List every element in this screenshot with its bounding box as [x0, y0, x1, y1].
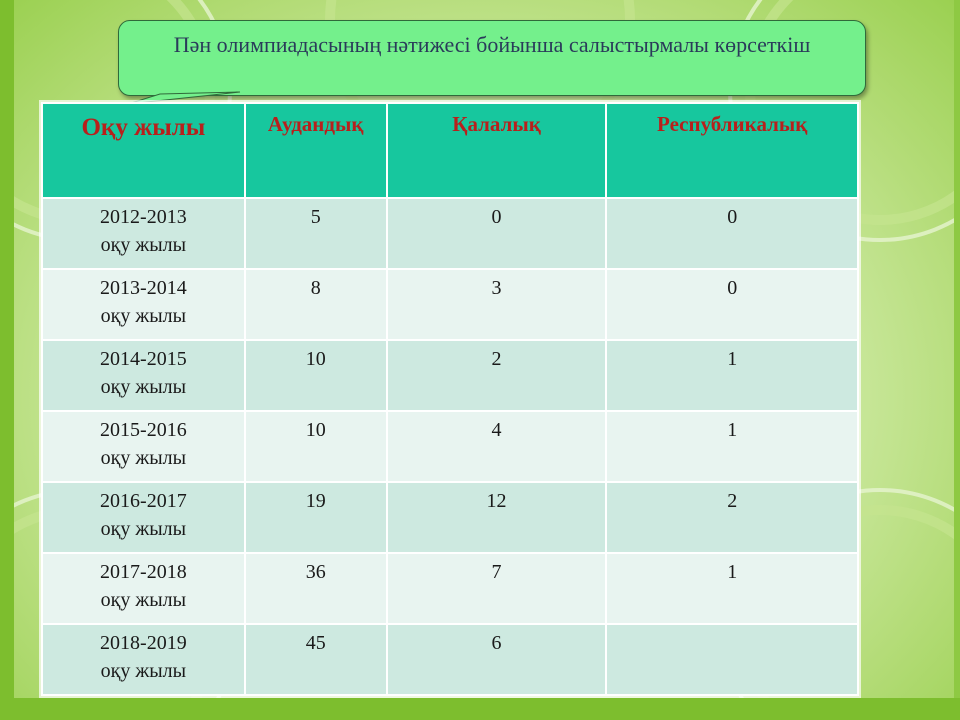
year-suffix: оқу жылы — [100, 447, 187, 469]
page-title: Пән олимпиадасының нәтижесі бойынша салыстырмалы көрсеткіш — [173, 32, 811, 57]
district-cell: 5 — [245, 198, 387, 269]
city-cell: 0 — [387, 198, 607, 269]
year-range: 2015-2016 — [100, 419, 187, 441]
district-cell: 45 — [245, 624, 387, 695]
table-row — [42, 553, 858, 624]
city-cell: 4 — [387, 411, 607, 482]
table-header-row — [42, 103, 858, 198]
city-cell: 7 — [387, 553, 607, 624]
header-district: Аудандық — [245, 103, 387, 198]
header-republic: Республикалық — [606, 103, 858, 198]
year-range: 2016-2017 — [100, 490, 187, 512]
year-cell — [42, 198, 245, 269]
frame-right — [954, 0, 960, 720]
city-cell: 6 — [387, 624, 607, 695]
table-row — [42, 340, 858, 411]
republic-cell: 2 — [606, 482, 858, 553]
republic-cell: 1 — [606, 411, 858, 482]
republic-cell — [606, 624, 858, 695]
results-table — [41, 102, 859, 696]
header-year: Оқу жылы — [42, 103, 245, 198]
republic-cell: 0 — [606, 269, 858, 340]
year-cell — [42, 269, 245, 340]
year-range: 2018-2019 — [100, 632, 187, 654]
year-range: 2012-2013 — [100, 206, 187, 228]
year-cell — [42, 624, 245, 695]
table-row — [42, 411, 858, 482]
year-cell — [42, 482, 245, 553]
district-cell: 36 — [245, 553, 387, 624]
table-row — [42, 482, 858, 553]
republic-cell: 1 — [606, 553, 858, 624]
frame-bottom — [0, 698, 960, 720]
year-range: 2013-2014 — [100, 277, 187, 299]
year-range: 2017-2018 — [100, 561, 187, 583]
year-suffix: оқу жылы — [100, 376, 187, 398]
city-cell: 12 — [387, 482, 607, 553]
republic-cell: 1 — [606, 340, 858, 411]
table-row — [42, 198, 858, 269]
year-suffix: оқу жылы — [100, 660, 187, 682]
city-cell: 2 — [387, 340, 607, 411]
year-suffix: оқу жылы — [100, 518, 187, 540]
table-row — [42, 269, 858, 340]
year-cell — [42, 553, 245, 624]
year-cell — [42, 411, 245, 482]
republic-cell: 0 — [606, 198, 858, 269]
header-city: Қалалық — [387, 103, 607, 198]
district-cell: 10 — [245, 411, 387, 482]
year-cell — [42, 340, 245, 411]
district-cell: 19 — [245, 482, 387, 553]
table-row — [42, 624, 858, 695]
year-suffix: оқу жылы — [100, 234, 187, 256]
frame-left — [0, 0, 14, 720]
year-suffix: оқу жылы — [100, 589, 187, 611]
city-cell: 3 — [387, 269, 607, 340]
year-suffix: оқу жылы — [100, 305, 187, 327]
year-range: 2014-2015 — [100, 348, 187, 370]
district-cell: 8 — [245, 269, 387, 340]
district-cell: 10 — [245, 340, 387, 411]
